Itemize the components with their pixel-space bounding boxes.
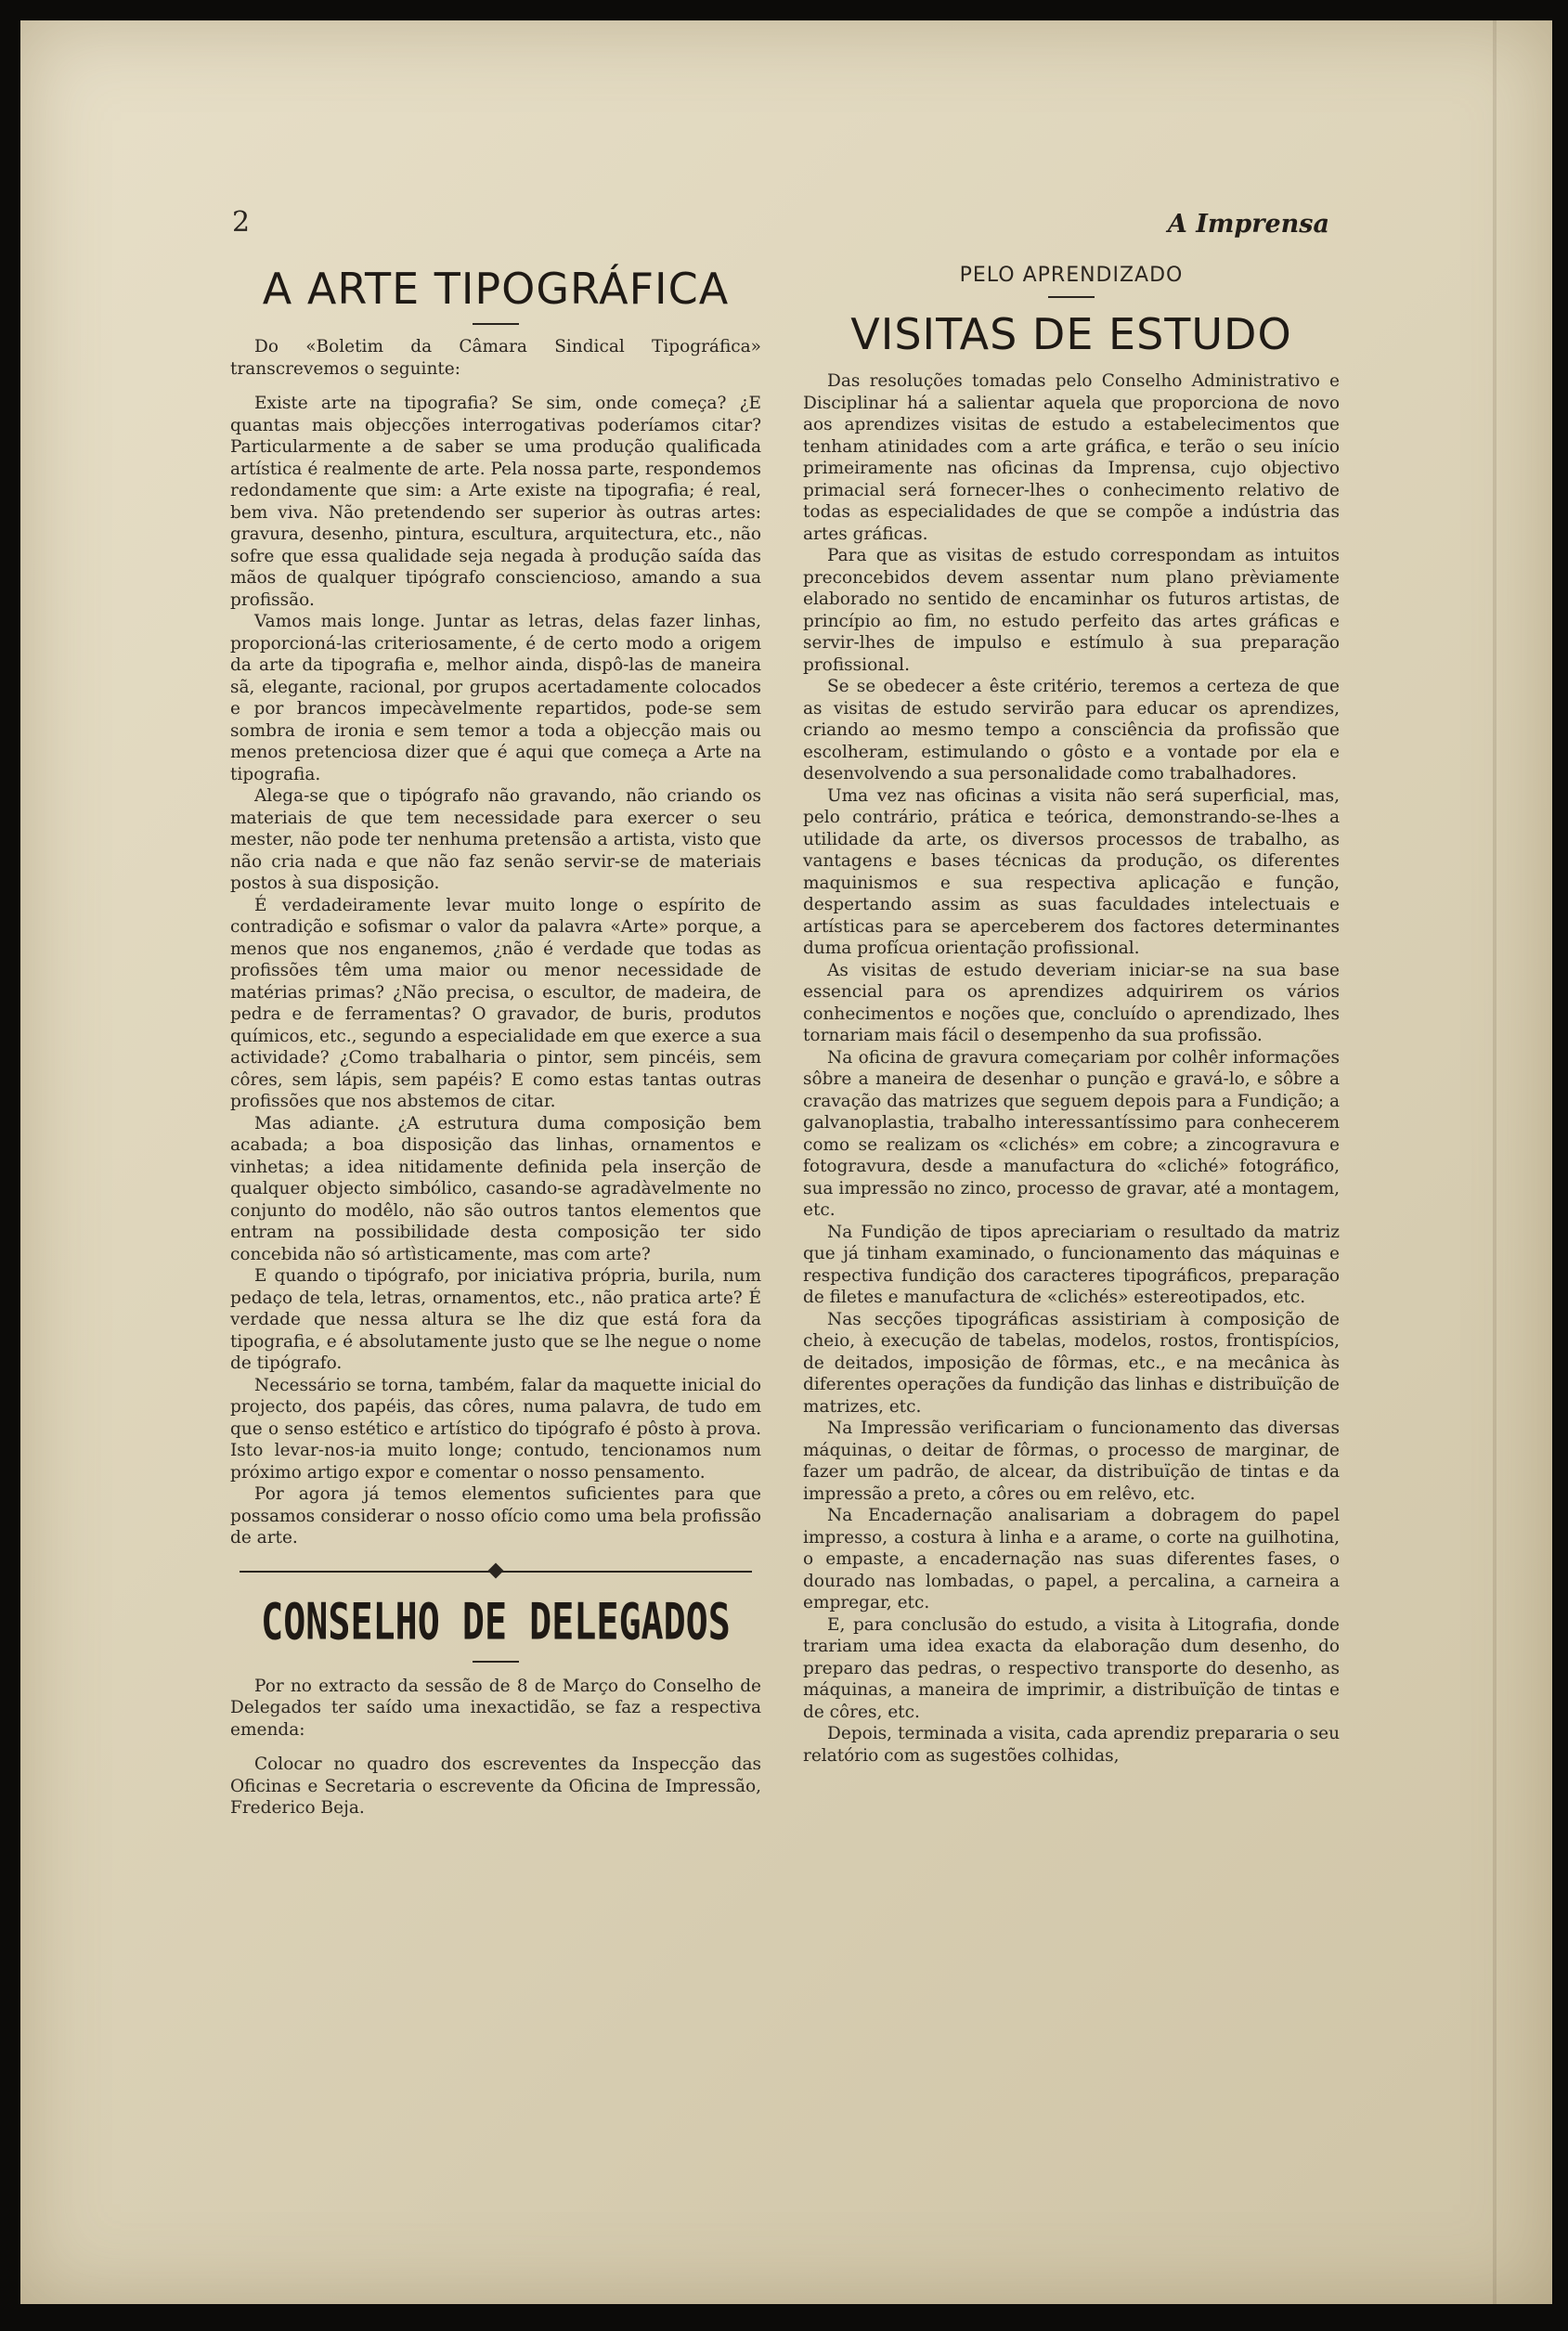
article-title-conselho: CONSELHO DE DELEGADOS (261, 1593, 731, 1651)
paragraph: Vamos mais longe. Juntar as letras, delas fazer linhas, proporcioná-las criteriosamente, é de certo modo a origem da arte da tipografia e, melhor ainda, dispô-las de maneira sã, elegante, racional, por grupos acertadamente colocados e por brancos impecàvelmente repartidos, pode-se sem sombra de ironia e sem temor a toda a objecção mais ou menos pretenciosa dizer que é aqui que começa a Arte na tipografia. (230, 612, 761, 784)
paragraph: Uma vez nas oficinas a visita não será superficial, mas, pelo contrário, prática e teórica, demonstrando-se-lhes a utilidade da arte, os diversos processos de trabalho, as vantagens e bases técnicas da produção, os diferentes maquinismos e sua respectiva aplicação e função, despertando assim as suas faculdades intelectuais e artísticas para se aperceberem dos factores determinantes duma profícua orientação profissional. (803, 785, 1340, 958)
section-separator (230, 1562, 761, 1581)
paragraph: Por agora já temos elementos suficientes para que possamos considerar o nosso ofício como uma bela profissão de arte. (230, 1484, 761, 1548)
paragraph: E, para conclusão do estudo, a visita à Litografia, donde trariam uma idea exacta da elaboração dum desenho, do preparo das pedras, o respectivo transporte do desenho, as máquinas, a maneira de imprimir, a distribuïção de tintas e de côres, etc. (803, 1614, 1340, 1722)
paragraph: Nas secções tipográficas assistiriam à composição de cheio, à execução de tabelas, modelos, rostos, frontispícios, de deitados, imposição de fôrmas, etc., e na mecânica às diferentes operações da fundição das linhas e distribuïção de matrizes, etc. (803, 1309, 1340, 1417)
masthead: A Imprensa (1167, 210, 1329, 239)
title-rule (473, 323, 519, 325)
paragraph: As visitas de estudo deveriam iniciar-se na sua base essencial para os aprendizes adquirirem os vários conhecimentos e noções que, concluído o aprendizado, lhes tornariam mais fácil o desempenho da sua profissão. (803, 960, 1340, 1045)
paragraph: E quando o tipógrafo, por iniciativa própria, burila, num pedaço de tela, letras, ornamentos, etc., não pratica arte? É verdade que nessa altura se lhe diz que está fora da tipografia, e é absolutamente justo que se lhe negue o nome de tipógrafo. (230, 1266, 761, 1373)
paragraph: Das resoluções tomadas pelo Conselho Administrativo e Disciplinar há a salientar aquela que proporciona de novo aos aprendizes visitas de estudo a estabelecimentos que tenham atinidades com a arte gráfica, e terão o seu início primeiramente nas oficinas da Imprensa, cujo objectivo primacial será fornecer-lhes o conhecimento relativo de todas as especialidades de que se compõe a indústria das artes gráficas. (803, 371, 1340, 544)
title-rule (473, 1661, 519, 1663)
paragraph: É verdadeiramente levar muito longe o espírito de contradição e sofismar o valor da palavra «Arte» porque, a menos que nos enganemos, ¿não é verdade que todas as profissões têm uma maior ou menor necessidade de matérias primas? ¿Não precisa, o escultor, de madeira, de pedra e de ferramentas? O gravador, de buris, produtos químicos, etc., segundo a especialidade em que exerce a sua actividade? ¿Como trabalharia o pintor, sem pincéis, sem côres, sem lápis, sem papéis? E como estas tantas outras profissões que nos abstemos de citar. (230, 895, 761, 1111)
paragraph: Por no extracto da sessão de 8 de Março do Conselho de Delegados ter saído uma inexactidão, se faz a respectiva emenda: (230, 1676, 761, 1740)
page-fold (1493, 20, 1497, 2304)
article-intro: Do «Boletim da Câmara Sindical Tipográfica» transcrevemos o seguinte: (230, 337, 761, 379)
paragraph: Necessário se torna, também, falar da maquette inicial do projecto, dos papéis, das côres, numa palavra, de tudo em que o senso estético e artístico do tipógrafo é pôsto à prova. Isto levar-nos-ia muito longe; contudo, tencionamos num próximo artigo expor e comentar o nosso pensamento. (230, 1375, 761, 1483)
title-rule (1048, 296, 1095, 298)
paragraph: Na oficina de gravura começariam por colhêr informações sôbre a maneira de desenhar o punção e gravá-lo, e sôbre a cravação das matrizes que seguem depois para a Fundição; a galvanoplastia, trabalho interessantíssimo para conhecerem como se realizam os «clichés» em cobre; a zincogravura e fotogravura, desde a manufactura do «cliché» fotográfico, sua impressão no zinco, processo de gravar, até a montagem, etc. (803, 1047, 1340, 1220)
page-number: 2 (232, 206, 251, 239)
right-column (803, 258, 1340, 1767)
paragraph: Mas adiante. ¿A estrutura duma composição bem acabada; a boa disposição das linhas, ornamentos e vinhetas; a idea nitidamente definida pela inserção de qualquer objecto simbólico, casando-se agradàvelmente no conjunto do modêlo, não são outros tantos elementos que entram na possibilidade desta composição ter sido concebida não só artìsticamente, mas com arte? (230, 1113, 761, 1264)
paragraph: Alega-se que o tipógrafo não gravando, não criando os materiais de que tem necessidade para exercer o seu mester, não pode ter nenhuma pretensão a artista, visto que não cria nada e que não faz senão servir-se de materiais postos à sua disposição. (230, 786, 761, 893)
separator-diamond (488, 1562, 504, 1578)
paragraph: Depois, terminada a visita, cada aprendiz prepararia o seu relatório com as sugestões colhidas, (803, 1724, 1340, 1766)
paragraph: Se se obedecer a êste critério, teremos a certeza de que as visitas de estudo servirão para educar os aprendizes, criando ao mesmo tempo a consciência da profissão que escolheram, estimulando o gôsto e a vontade por ela e desenvolvendo a sua personalidade como trabalhadores. (803, 677, 1340, 783)
paragraph: Na Encadernação analisariam a dobragem do papel impresso, a costura à linha e a arame, o corte na guilhotina, o empaste, a encadernação nas suas diferentes fases, o dourado nas lombadas, o papel, a percalina, a carneira a empregar, etc. (803, 1506, 1340, 1612)
article-title-arte: A ARTE TIPOGRÁFICA (262, 264, 730, 314)
section-kicker: PELO APRENDIZADO (959, 264, 1184, 287)
article-title-visitas: VISITAS DE ESTUDO (850, 309, 1292, 359)
paragraph: Colocar no quadro dos escreventes da Inspecção das Oficinas e Secretaria o escrevente da Oficina de Impressão, Frederico Beja. (230, 1755, 761, 1818)
paragraph: Para que as visitas de estudo correspondam as intuitos preconcebidos devem assentar num plano prèviamente elaborado no sentido de encaminhar os futuros artistas, de princípio ao fim, no estudo perfeito das artes gráficas e servir-lhes de impulso e estímulo à sua preparação profissional. (803, 546, 1340, 675)
paragraph: Na Fundição de tipos apreciariam o resultado da matriz que já tinham examinado, o funcionamento das máquinas e respectiva fundição dos caracteres tipográficos, preparação de filetes e manufactura de «clichés» estereotipados, etc. (803, 1222, 1340, 1307)
left-column (230, 258, 761, 1819)
paragraph: Existe arte na tipografia? Se sim, onde começa? ¿E quantas mais objecções interrogativas poderíamos citar? Particularmente a de saber se uma produção qualificada artística é realmente de arte. Pela nossa parte, respondemos redondamente que sim: a Arte existe na tipografia; é real, bem viva. Não pretendendo ser superior às outras artes: gravura, desenho, pintura, escultura, arquitectura, etc., não sofre que essa qualidade seja negada à produção saída das mãos de qualquer tipógrafo consciencioso, amando a sua profissão. (230, 394, 761, 610)
paragraph: Na Impressão verificariam o funcionamento das diversas máquinas, o deitar de fôrmas, o processo de marginar, de fazer um padrão, de alcear, da distribuïção de tintas e da impressão a preto, a côres ou em relêvo, etc. (803, 1418, 1340, 1504)
